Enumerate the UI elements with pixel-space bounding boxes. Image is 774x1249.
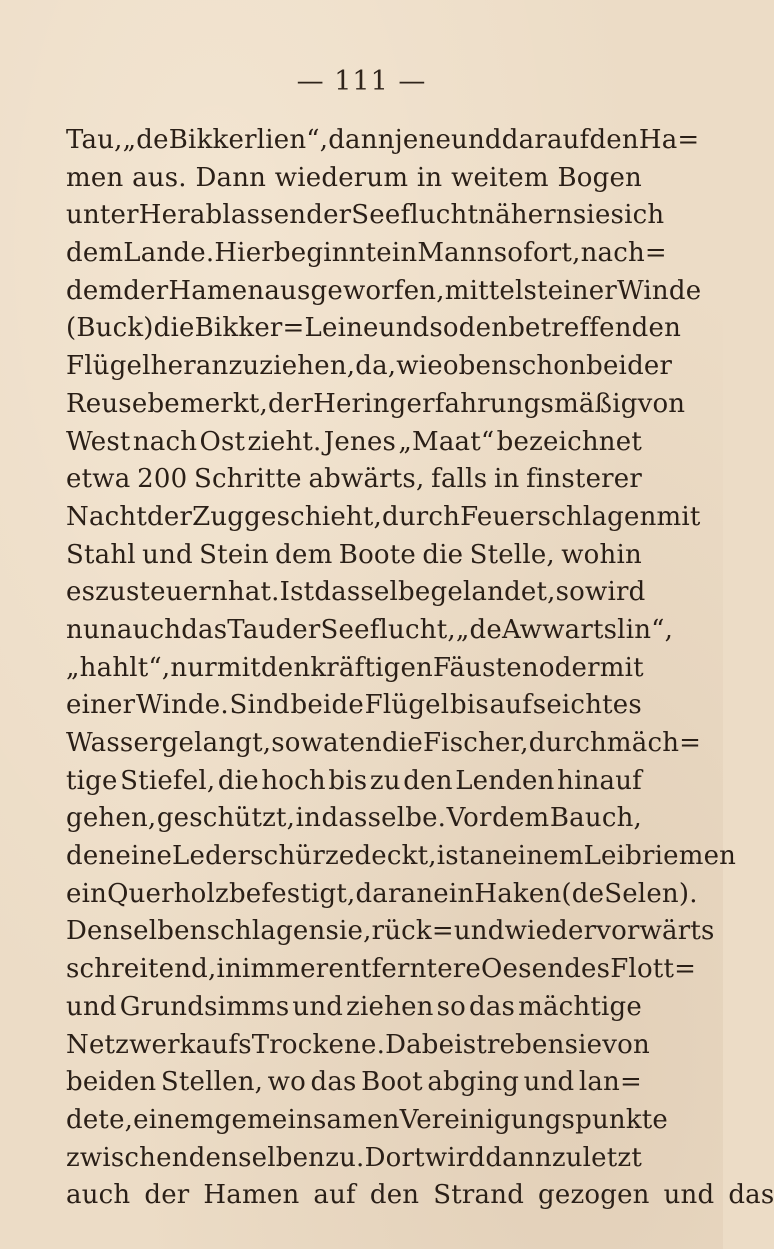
word: Trockene. — [251, 1029, 386, 1060]
word: dasselbe. — [321, 803, 447, 834]
text-line — [66, 650, 642, 688]
text-line — [66, 1140, 642, 1178]
word: und — [523, 1067, 575, 1098]
word: Zug — [192, 501, 245, 532]
word: schreitend, — [66, 954, 217, 985]
word: Bogen — [557, 162, 642, 193]
text-line — [66, 122, 700, 160]
word: „Maat“ — [398, 426, 495, 457]
word: zieht. — [247, 426, 322, 457]
text-line — [66, 160, 642, 198]
word: mit — [599, 652, 644, 683]
word: Stellen, — [160, 1067, 264, 1098]
word: bis — [328, 765, 368, 796]
word: gelandet, — [430, 577, 556, 608]
word: Grundsimms — [119, 991, 290, 1022]
text-line — [66, 1027, 650, 1065]
word: oder — [538, 652, 600, 683]
word: Mann — [417, 238, 494, 269]
word: den — [260, 652, 311, 683]
text-line — [66, 273, 702, 311]
word: durch — [528, 728, 607, 758]
word: sich — [610, 200, 665, 231]
word: abging — [427, 1067, 520, 1098]
word: Winde — [616, 275, 702, 306]
word: heranzuziehen, — [150, 351, 356, 382]
word: Flügel — [364, 690, 450, 721]
word: Haken — [474, 878, 562, 909]
word: auch — [116, 614, 182, 645]
word: in — [416, 162, 443, 193]
word: der — [627, 351, 673, 382]
word: Lederschürze — [172, 841, 355, 872]
word: so — [271, 728, 301, 758]
word: auf — [313, 1180, 356, 1211]
word: Boot — [361, 1067, 423, 1098]
word: Hamen — [168, 275, 265, 306]
word: dem — [66, 238, 124, 269]
word: dasselbe — [314, 577, 431, 608]
word: den — [458, 313, 509, 344]
word: „de — [455, 614, 502, 645]
word: Dann — [195, 162, 267, 193]
word: Stahl — [66, 539, 136, 570]
word: immer — [241, 954, 329, 985]
word: und — [453, 916, 505, 947]
word: auf — [489, 690, 533, 721]
word: dem — [275, 539, 333, 570]
text-line — [66, 913, 715, 951]
word: nun — [66, 614, 117, 645]
word: hat. — [227, 577, 280, 608]
word: da, — [355, 351, 397, 382]
word: lan= — [578, 1067, 642, 1098]
word: geschützt, — [156, 803, 296, 834]
word: so — [429, 313, 459, 344]
word: und — [66, 991, 117, 1022]
word: und — [378, 313, 430, 344]
word: Reuse — [66, 388, 148, 419]
word: Flott= — [610, 954, 697, 985]
word: der — [275, 614, 321, 645]
word: wo — [267, 1067, 306, 1098]
word: Wasser — [66, 728, 162, 758]
word: finsterer — [526, 464, 642, 495]
word: zu — [95, 577, 126, 608]
word: Stelle, — [469, 539, 555, 570]
word: rück= — [371, 916, 454, 947]
word: gehen, — [66, 803, 157, 834]
word: Lande. — [123, 238, 215, 269]
word: von — [637, 388, 686, 419]
text-line — [66, 876, 698, 914]
word: sofort, — [493, 238, 581, 269]
word: Vereinigungspunkte — [399, 1104, 669, 1135]
word: die — [217, 765, 259, 796]
word: das — [728, 1180, 774, 1211]
word: nach= — [580, 238, 667, 269]
word: denselben — [188, 1142, 326, 1173]
word: schon — [508, 351, 587, 382]
word: deckt, — [354, 841, 437, 872]
word: Stiefel, — [120, 765, 216, 796]
word: dann — [485, 1142, 552, 1173]
word: befestigt, — [228, 878, 356, 909]
word: nähern — [478, 200, 573, 231]
word: Hier — [214, 238, 274, 269]
word: Tau — [227, 614, 276, 645]
word: die — [422, 539, 464, 570]
word: wohin — [561, 539, 642, 570]
word: ein — [376, 238, 418, 269]
word: Bauch, — [549, 803, 642, 834]
text-line — [66, 235, 667, 273]
word: Awwartslin“, — [501, 614, 674, 645]
word: eine — [115, 841, 173, 872]
word: schlagen — [206, 916, 326, 947]
text-line — [66, 612, 674, 650]
word: Jenes — [323, 426, 397, 457]
word: sie — [564, 1029, 603, 1060]
word: Flügel — [66, 351, 151, 382]
text-line — [66, 461, 642, 499]
word: 200 — [137, 464, 188, 495]
word: ein — [66, 878, 108, 909]
word: Ist — [279, 577, 315, 608]
word: daran — [355, 878, 434, 909]
word: in — [295, 803, 322, 834]
word: der — [123, 275, 169, 306]
text-line — [66, 537, 642, 575]
word: steuern — [125, 577, 228, 608]
text-line — [66, 499, 701, 537]
word: „hahlt“, — [66, 652, 171, 683]
word: dete, — [66, 1104, 134, 1135]
word: Vor — [446, 803, 492, 834]
text-line — [66, 310, 682, 348]
word: dann — [328, 125, 395, 155]
word: bis — [449, 690, 489, 721]
word: beide — [290, 690, 364, 721]
word: ist — [436, 841, 470, 872]
word: Selen). — [604, 878, 698, 909]
word: falls — [431, 464, 488, 495]
text-line — [66, 951, 697, 989]
word: waten — [300, 728, 382, 758]
word: abwärts, — [308, 464, 425, 495]
word: den — [369, 1180, 420, 1211]
word: jene — [394, 125, 452, 155]
text-line — [66, 1102, 669, 1140]
word: mäch= — [606, 728, 702, 758]
word: Fäusten — [433, 652, 539, 683]
text-line — [66, 424, 642, 462]
word: die — [381, 728, 423, 758]
word: der — [268, 388, 314, 419]
word: mit — [656, 501, 701, 532]
word: Schritte — [194, 464, 302, 495]
word: kräftigen — [310, 652, 433, 683]
word: Lenden — [455, 765, 555, 796]
word: aus. — [132, 162, 187, 193]
word: streben — [462, 1029, 565, 1060]
word: einem — [502, 841, 584, 872]
text-line — [66, 800, 642, 838]
word: nach — [132, 426, 198, 457]
word: beginnt — [273, 238, 377, 269]
word: zwischen — [66, 1142, 189, 1173]
word: sie, — [325, 916, 372, 947]
word: etwa — [66, 464, 131, 495]
word: Nacht — [66, 501, 148, 532]
word: tige — [66, 765, 118, 796]
word: von — [602, 1029, 650, 1060]
text-line — [66, 687, 642, 725]
word: den — [66, 841, 116, 872]
word: (Buck) — [66, 313, 154, 344]
word: das — [181, 614, 228, 645]
word: zu. — [325, 1142, 365, 1173]
word: den — [589, 125, 639, 155]
word: mächtige — [518, 991, 642, 1022]
word: Bikkerlien“, — [168, 125, 329, 155]
page-number: — 111 — — [296, 66, 427, 97]
word: dem — [66, 275, 124, 306]
word: geschieht, — [244, 501, 382, 532]
word: bezeichnet — [496, 426, 642, 457]
text-line — [66, 989, 642, 1027]
word: Bikker=Leine — [194, 313, 379, 344]
word: ziehen — [346, 991, 434, 1022]
word: Seeflucht — [351, 200, 479, 231]
word: hoch — [261, 765, 326, 796]
word: wiederum — [274, 162, 409, 193]
word: oben — [442, 351, 509, 382]
word: des — [564, 954, 611, 985]
word: dem — [492, 803, 550, 834]
word: West — [66, 426, 131, 457]
text-line — [66, 838, 737, 876]
word: die — [153, 313, 195, 344]
word: Denselben — [66, 916, 207, 947]
word: und — [142, 539, 193, 570]
word: einer — [66, 690, 136, 721]
word: Tau, — [66, 125, 123, 155]
word: weitem — [451, 162, 549, 193]
text-line — [66, 1177, 774, 1215]
word: Hamen — [203, 1180, 300, 1211]
word: bei — [586, 351, 628, 382]
word: men — [66, 162, 124, 193]
word: entferntere — [328, 954, 482, 985]
text-line — [66, 197, 665, 235]
word: Querholz — [107, 878, 229, 909]
word: so — [436, 991, 467, 1022]
body-text — [66, 122, 774, 1215]
word: den — [403, 765, 453, 796]
text-line — [66, 348, 673, 386]
word: durch — [381, 501, 461, 532]
word: aufs — [195, 1029, 252, 1060]
word: der — [144, 1180, 190, 1211]
word: mittelst — [444, 275, 548, 306]
text-line — [66, 1064, 642, 1102]
word: Hering — [313, 388, 407, 419]
word: Fischer, — [422, 728, 529, 758]
word: an — [469, 841, 503, 872]
text-line — [66, 725, 702, 763]
word: Feuerschlagen — [460, 501, 657, 532]
word: ausgeworfen, — [264, 275, 445, 306]
word: in — [493, 464, 520, 495]
word: beiden — [66, 1067, 157, 1098]
word: zuletzt — [551, 1142, 642, 1173]
word: darauf — [501, 125, 590, 155]
word: gezogen — [538, 1180, 650, 1211]
word: das — [310, 1067, 357, 1098]
word: mit — [216, 652, 261, 683]
text-line — [66, 763, 642, 801]
word: Stein — [199, 539, 269, 570]
word: gelangt, — [161, 728, 272, 758]
word: einem — [133, 1104, 215, 1135]
word: der — [147, 501, 193, 532]
word: Ha= — [638, 125, 700, 155]
word: Strand — [433, 1180, 525, 1211]
word: Oesen — [481, 954, 565, 985]
word: der — [306, 200, 352, 231]
word: und — [451, 125, 502, 155]
word: und — [292, 991, 344, 1022]
word: Ost — [199, 426, 246, 457]
word: so — [555, 577, 586, 608]
word: Sind — [229, 690, 290, 721]
word: Boote — [338, 539, 417, 570]
word: Leibriemen — [583, 841, 737, 872]
word: zu — [369, 765, 401, 796]
word: es — [66, 577, 96, 608]
word: Seeflucht, — [320, 614, 456, 645]
word: Winde. — [135, 690, 229, 721]
word: einer — [547, 275, 617, 306]
word: in — [216, 954, 242, 985]
word: vorwärts — [596, 916, 715, 947]
text-line — [66, 386, 686, 424]
word: betreffenden — [508, 313, 682, 344]
word: wird — [424, 1142, 486, 1173]
word: wird — [585, 577, 646, 608]
word: seichtes — [532, 690, 642, 721]
word: wie — [396, 351, 443, 382]
word: auch — [66, 1180, 131, 1211]
word: Herablassen — [138, 200, 307, 231]
word: wieder — [504, 916, 597, 947]
word: sie — [572, 200, 611, 231]
word: ein — [433, 878, 475, 909]
word: das — [469, 991, 516, 1022]
word: gemeinsamen — [214, 1104, 400, 1135]
word: bemerkt, — [147, 388, 269, 419]
word: erfahrungsmäßig — [406, 388, 638, 419]
word: Dort — [364, 1142, 425, 1173]
word: hinauf — [557, 765, 642, 796]
word: Dabei — [385, 1029, 463, 1060]
word: nur — [170, 652, 217, 683]
word: (de — [561, 878, 605, 909]
word: und — [663, 1180, 715, 1211]
word: unter — [66, 200, 139, 231]
word: „de — [122, 125, 169, 155]
text-line — [66, 574, 646, 612]
word: Netzwerk — [66, 1029, 196, 1060]
